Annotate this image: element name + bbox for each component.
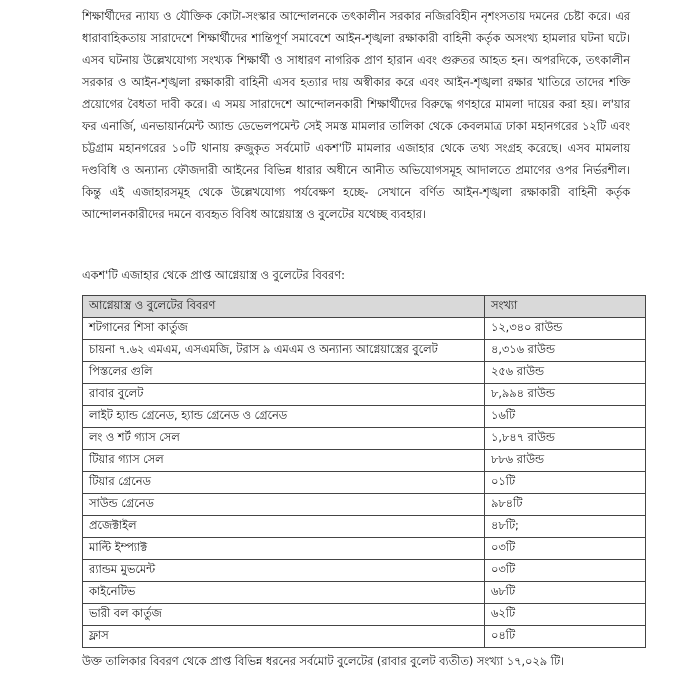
table-caption: একশ'টি এজাহার থেকে প্রাপ্ত আগ্নেয়াস্ত্র ও বুলেটের বিবরণ: xyxy=(82,269,345,282)
row-description: ফ্লাস xyxy=(83,626,485,648)
row-count: ০৪টি xyxy=(485,626,646,648)
table-row xyxy=(83,538,646,560)
table-row xyxy=(83,560,646,582)
row-count: ২৫৬ রাউন্ড xyxy=(485,362,646,384)
row-count: ৬৮টি xyxy=(485,582,646,604)
table-row xyxy=(83,318,646,340)
table-row xyxy=(83,626,646,648)
row-count: ১৬টি xyxy=(485,406,646,428)
row-count: ০৩টি xyxy=(485,560,646,582)
row-description: পিস্তলের গুলি xyxy=(83,362,485,384)
table-row xyxy=(83,340,646,362)
table-row xyxy=(83,494,646,516)
weapons-table xyxy=(82,295,646,648)
row-description: টিয়ার গ্রেনেড xyxy=(83,472,485,494)
table-row xyxy=(83,428,646,450)
header-description: আগ্নেয়াস্ত্র ও বুলেটের বিবরণ xyxy=(83,296,485,318)
row-description: লং ও শর্ট গ্যাস সেল xyxy=(83,428,485,450)
row-count: ০১টি xyxy=(485,472,646,494)
summary-note: উক্ত তালিকার বিবরণ থেকে প্রাপ্ত বিভিন্ন ধরনের সর্বমোট বুলেটের (রাবার বুলেট ব্যতীত) সংখ্যা ১৭,০২৯ টি। xyxy=(82,655,565,668)
row-description: চায়না ৭.৬২ এমএম, এসএমজি, টরাস ৯ এমএম ও অন্যান্য আগ্নেয়াস্ত্রের বুলেট xyxy=(83,340,485,362)
row-count: ৯৮৪টি xyxy=(485,494,646,516)
table-row xyxy=(83,450,646,472)
row-description: মাল্টি ইম্প্যাক্ট xyxy=(83,538,485,560)
row-description: র‍্যান্ডম মুভমেন্ট xyxy=(83,560,485,582)
row-description: কাইনেটিভ xyxy=(83,582,485,604)
row-description: সাউন্ড গ্রেনেড xyxy=(83,494,485,516)
row-count: ৪৮টি; xyxy=(485,516,646,538)
table-row xyxy=(83,362,646,384)
row-description: রাবার বুলেট xyxy=(83,384,485,406)
table-row xyxy=(83,516,646,538)
table-row xyxy=(83,472,646,494)
table-row xyxy=(83,582,646,604)
row-count: ৮,৯৯৪ রাউন্ড xyxy=(485,384,646,406)
row-description: ভারী বল কার্তুজ xyxy=(83,604,485,626)
row-count: ১,৮৪৭ রাউন্ড xyxy=(485,428,646,450)
row-count: ১২,৩৪০ রাউন্ড xyxy=(485,318,646,340)
row-description: প্রজেক্টাইল xyxy=(83,516,485,538)
row-description: টিয়ার গ্যাস সেল xyxy=(83,450,485,472)
row-count: ৮৮৬ রাউন্ড xyxy=(485,450,646,472)
row-description: লাইট হ্যান্ড গ্রেনেড, হ্যান্ড গ্রেনেড ও গ্রেনেড xyxy=(83,406,485,428)
table-row xyxy=(83,384,646,406)
table-header-row xyxy=(83,296,646,318)
table-row xyxy=(83,406,646,428)
row-description: শটগানের শিসা কার্তুজ xyxy=(83,318,485,340)
header-count: সংখ্যা xyxy=(485,296,646,318)
row-count: ৪,৩১৬ রাউন্ড xyxy=(485,340,646,362)
body-paragraph: শিক্ষার্থীদের ন্যায্য ও যৌক্তিক কোটা-সংস্কার আন্দোলনকে তৎকালীন সরকার নজিরবিহীন নৃশংসতায় দমনের চেষ্টা করে। এর ধারাবাহিকতায় সারাদেশে শিক্ষার্থীদের শান্তিপূর্ণ সমাবেশে আইন-শৃঙ্খলা রক্ষাকারী বাহিনী কর্তৃক অসংখ্য হামলার ঘটনা ঘটে। এসব ঘটনায় উল্লেখযোগ্য সংখ্যক শিক্ষার্থী ও সাধারণ নাগরিক প্রাণ হারান এবং গুরুতর আহত হন। অপরদিকে, তৎকালীন সরকার ও আইন-শৃঙ্খলা রক্ষাকারী বাহিনী এসব হত্যার দায় অস্বীকার করে এবং আইন-শৃঙ্খলা রক্ষার খাতিরে তাদের শক্তি প্রয়োগের বৈধতা দাবী করে। এ সময় সারাদেশে আন্দোলনকারী শিক্ষার্থীদের বিরুদ্ধে গণহারে মামলা দায়ের করা হয়। ল'য়ার ফর এনার্জি, এনভায়ার্নমেন্ট অ্যান্ড ডেভেলপমেন্ট সেই সমস্ত মামলার তালিকা থেকে কেবলমাত্র ঢাকা মহানগরের ১২টি এবং চট্টগ্রাম মহানগরের ১০টি থানায় রুজুকৃত সর্বমোট একশ'টি মামলার এজাহার থেকে তথ্য সংগ্রহ করেছে। এসব মামলায় দণ্ডবিধি ও অন্যান্য ফৌজদারী আইনের বিভিন্ন ধারার অধীনে আনীত অভিযোগসমূহ আদালতে প্রমাণের ওপর নির্ভরশীল। কিন্তু এই এজাহারসমূহ থেকে উল্লেখযোগ্য পর্যবেক্ষণ হচ্ছে- সেখানে বর্ণিত আইন-শৃঙ্খলা রক্ষাকারী বাহিনী কর্তৃক আন্দোলনকারীদের দমনে ব্যবহৃত বিবিধ আগ্নেয়াস্ত্র ও বুলেটের যথেচ্ছ ব্যবহার। xyxy=(82,10,630,221)
row-count: ০৩টি xyxy=(485,538,646,560)
table-row xyxy=(83,604,646,626)
row-count: ৬২টি xyxy=(485,604,646,626)
